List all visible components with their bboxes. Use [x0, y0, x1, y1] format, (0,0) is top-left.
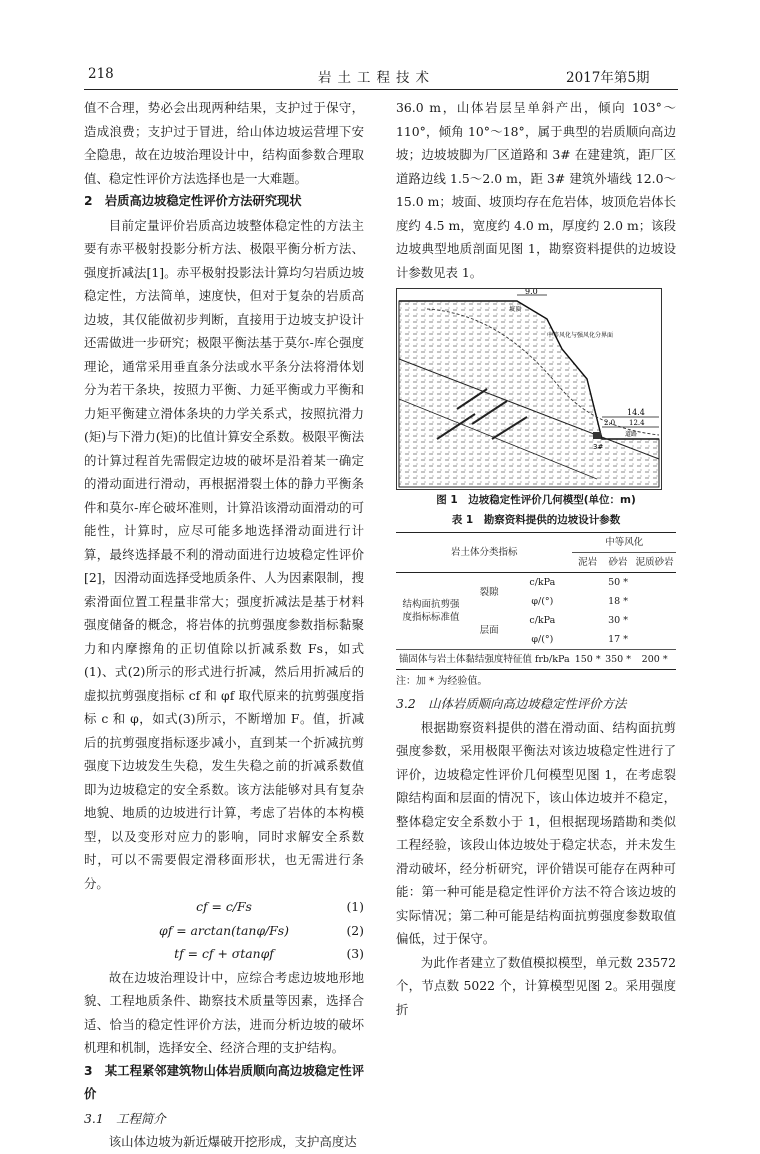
param-cell: φ/(°)	[531, 596, 554, 607]
equation-number: (1)	[346, 899, 364, 914]
right-column	[396, 96, 676, 1021]
equation	[84, 942, 364, 966]
col-header: 泥质砂岩	[635, 557, 674, 568]
label-weathered: 中等风化与强风化分界面	[547, 332, 614, 339]
sub-label: 层面	[479, 624, 499, 636]
left-column	[84, 96, 364, 1154]
param-cell: φ/(°)	[531, 634, 554, 645]
dim-right-total: 14.4	[627, 408, 645, 417]
label-road: 道路	[625, 431, 638, 438]
equation-formula: φf = arctan(tanφ/Fs)	[159, 922, 289, 938]
journal-title: 岩土工程技术	[318, 70, 435, 86]
paragraph: 为此作者建立了数值模拟模型，单元数 23572 个，节点数 5022 个，计算模型见图 2。采用强度折	[396, 954, 676, 1017]
dim-right-a: 2.0	[604, 419, 616, 427]
bond-label: 锚固体与岩土体黏结强度特征值 frb/kPa	[398, 654, 570, 665]
col-header: 砂岩	[608, 557, 628, 568]
value-cell	[572, 611, 602, 630]
param-cell: c/kPa	[529, 577, 556, 588]
label-slope-top: 坡顶	[509, 306, 522, 313]
paragraph: 目前定量评价岩质高边坡整体稳定性的方法主要有赤平极射投影分析方法、极限平衡分析方法、强度折减法[1]。赤平极射投影法计算均匀岩质边坡稳定性，方法简单，速度快，但对于复杂的岩质高边坡，其仅能做初步判断，直接用于边坡支护设计还需做进一步研究；极限平衡法基于莫尔-库仑强度理论，通常采用垂直条分法或水平条分法将滑体划分为若干条块，按照力平衡、力延平衡或力平衡和力矩平衡建立滑体条块的力学关系式，按照抗滑力(矩)与下滑力(矩)的比值计算安全系数。极限平衡法的计算过程首先需假定边坡的破坏是沿着某一确定的滑动面进行滑动，再根据滑裂土体的静力平衡条件和莫尔-库仑破坏准则，计算沿该滑动面滑动的可能性，计算时，应尽可能多地选择滑动面进行计算，最终选择最不利的滑动面进行边坡稳定性评价[2]，因滑动面选择受地质条件、人为因素限制，搜索滑面位置工程量非常大；强度折减法是基于材料强度储备的概念，将岩体的抗剪强度参数指标黏聚力和内摩擦角的正切值除以折减系数 Fs，如式(1)、式(2)所示的形式进行折减，然后用折减后的虚拟抗剪强度指标 cf 和 φf 取代原来的抗剪强度指标 c 和 φ，如式(3)所示，不断增加 F。值，折减后的抗剪强度指标逐步减小，直到某一个折减抗剪强度下边坡发生失稳，发生失稳之前的折减系数值即为边坡稳定的安全系数。该方法能够对具有复杂地貌、地质的边坡进行计算，考虑了岩体的本构模型，以及变形对应力的影响，同时求解安全系数时，可以不需要假定滑移面形状，也无需进行条分。	[84, 217, 364, 891]
building-mark	[593, 432, 601, 439]
paragraph: 根据勘察资料提供的潜在滑动面、结构面抗剪强度参数，采用极限平衡法对该边坡稳定性进行了评价，边坡稳定性评价几何模型见图 1，在考虑裂隙结构面和层面的情况下，该山体边坡并不稳定，整体稳定安全系数小于 1，但根据现场踏勘和类似工程经验，该段山体边坡处于稳定状态，并未发生滑动破坏，经分析研究，评价错误可能存在两种可能：第一种可能是稳定性评价方法不符合该边坡的实际情况；第二种可能是结构面抗剪强度参数取值偏低，过于保守。	[396, 719, 676, 946]
value-cell	[633, 592, 676, 611]
value-cell	[633, 611, 676, 630]
col-group: 中等风化	[572, 533, 676, 553]
equation	[84, 919, 364, 943]
value-cell	[572, 592, 602, 611]
page-number: 218	[88, 66, 114, 82]
dim-right-b: 12.4	[629, 419, 645, 427]
figure-caption: 图 1 边坡稳定性评价几何模型(单位：m)	[436, 494, 636, 506]
dim-top: 9.0	[525, 289, 538, 296]
equation	[84, 895, 364, 919]
value-cell	[633, 573, 676, 593]
value-cell: 350 *	[605, 654, 631, 665]
figure-slope-model	[396, 288, 662, 490]
value-cell	[572, 573, 602, 593]
value-cell: 200 *	[641, 654, 668, 665]
value-cell: 150 *	[574, 654, 601, 665]
group-label: 结构面抗剪强度指标标准值	[402, 599, 460, 623]
row-header: 岩土体分类指标	[396, 533, 572, 573]
value-cell	[633, 630, 676, 650]
equation-number: (3)	[346, 946, 364, 961]
table-note: 注：加 * 为经验值。	[396, 676, 488, 687]
equation-formula: cf = c/Fs	[196, 899, 252, 914]
design-parameter-table	[396, 532, 676, 670]
equation-formula: tf = cf + σtanφf	[174, 946, 274, 961]
section-heading: 3 某工程紧邻建筑物山体岩质顺向高边坡稳定性评价	[84, 1063, 364, 1101]
value-cell: 50 *	[608, 577, 628, 588]
value-cell: 18 *	[608, 596, 628, 607]
subsection-heading: 3.2 山体岩质顺向高边坡稳定性评价方法	[396, 696, 627, 711]
param-cell: c/kPa	[529, 615, 556, 626]
paragraph: 值不合理，势必会出现两种结果，支护过于保守，造成浪费；支护过于冒进，给山体边坡运营埋下安全隐患，故在边坡治理设计中，结构面参数合理取值、稳定性评价方法选择也是一大难题。	[84, 100, 364, 186]
header-rule	[84, 89, 678, 90]
subsection-heading: 3.1 工程简介	[84, 1110, 166, 1126]
slope-geometry-diagram	[397, 289, 661, 489]
label-building: 3#	[593, 443, 604, 451]
paragraph: 故在边坡治理设计中，应综合考虑边坡地形地貌、工程地质条件、勘察技术质量等因素，选择合适、恰当的稳定性评价方法，进而分析边坡的破坏机理和机制，选择安全、经济合理的支护结构。	[84, 969, 364, 1055]
section-heading: 2 岩质高边坡稳定性评价方法研究现状	[84, 194, 302, 208]
equation-number: (2)	[346, 922, 364, 938]
value-cell: 17 *	[608, 634, 628, 645]
paragraph: 该山体边坡为新近爆破开挖形成，支护高度达	[108, 1134, 357, 1149]
table-caption: 表 1 勘察资料提供的边坡设计参数	[451, 514, 621, 526]
value-cell: 30 *	[608, 615, 628, 626]
issue-label: 2017年第5期	[566, 70, 650, 86]
sub-label: 裂隙	[479, 586, 499, 598]
value-cell	[572, 630, 602, 650]
col-header: 泥岩	[578, 557, 598, 568]
rock-mass	[399, 301, 659, 487]
paragraph: 36.0 m，山体岩层呈单斜产出，倾向 103°～110°，倾角 10°～18°，属于典型的岩质顺向高边坡；边坡坡脚为厂区道路和 3# 在建建筑，距厂区道路边线 1.5～2.0 m，距 3# 建筑外墙线 12.0～15.0 m；坡面、坡顶均存在危岩体，坡顶危岩体长度约 4.5 m，宽度约 4.0 m，厚度约 2.0 m；该段边坡典型地质剖面见图 1，勘察资料提供的边坡设计参数见表 1。	[396, 100, 676, 280]
